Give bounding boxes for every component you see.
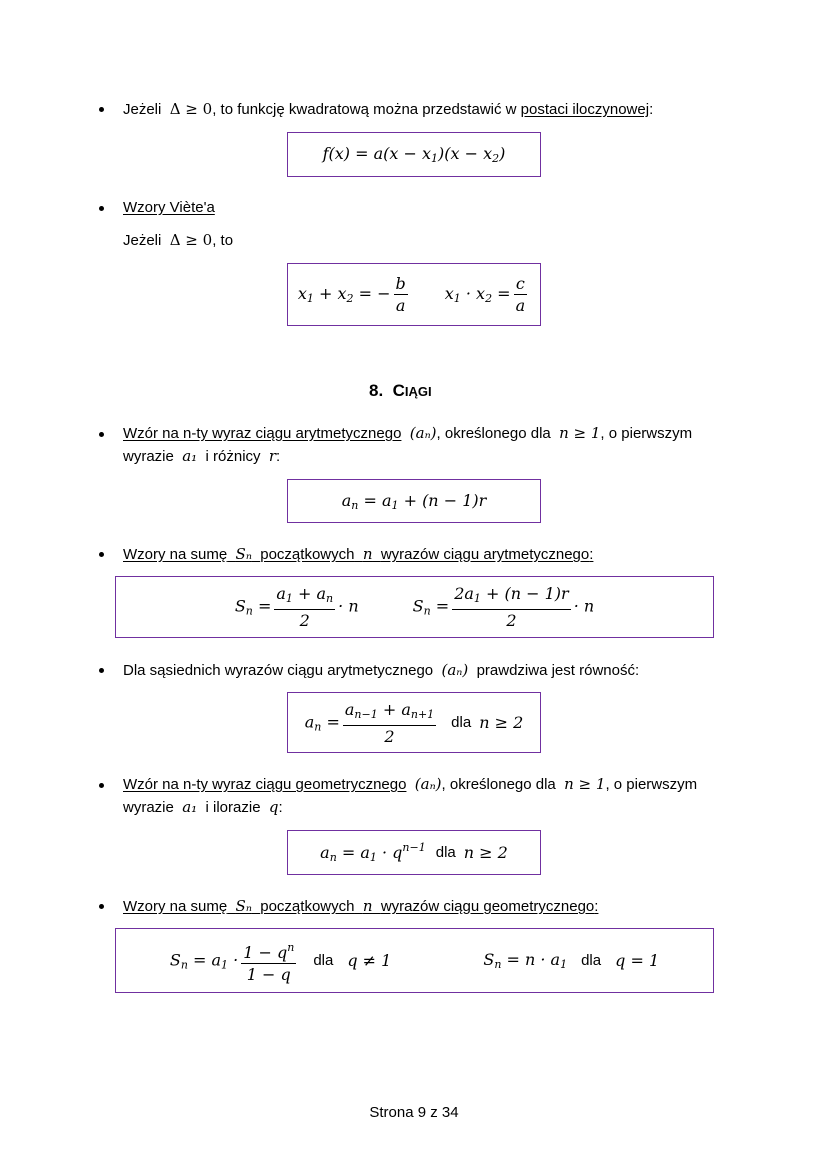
formula-box-geo-term bbox=[287, 830, 541, 875]
geo-term-line1 bbox=[123, 774, 697, 795]
text: , określonego dla bbox=[436, 425, 551, 442]
formula-arith-neighbors: $a_n$ = $\frac{a_{n-1} + a_{n+1}}{2}$ bbox=[304, 699, 435, 746]
text: , określonego dla bbox=[441, 776, 556, 793]
formula-geo-sum-2: $S_n = n \cdot a_1$ bbox=[483, 950, 568, 971]
formula-iloczynowa: $f(x) = a(x - x_1)(x - x_2)$ bbox=[322, 144, 506, 165]
n-condition: n ≥ 2 bbox=[479, 713, 524, 732]
q-condition: q = 1 bbox=[615, 951, 660, 970]
geo-term-link[interactable]: Wzór na n-ty wyraz ciągu geometrycznego bbox=[123, 776, 407, 793]
viete-condition bbox=[123, 230, 233, 251]
text: początkowych bbox=[260, 546, 355, 563]
bullet bbox=[99, 432, 104, 437]
arith-sum-line[interactable] bbox=[123, 544, 593, 565]
page-footer bbox=[0, 1103, 828, 1123]
bullet bbox=[99, 668, 104, 673]
sequence-symbol: (aₙ) bbox=[441, 661, 469, 679]
n-symbol: n bbox=[362, 545, 373, 563]
formula-geo-term: $a_n = a_1 \cdot q^{n-1}$ bbox=[320, 841, 426, 864]
text: : bbox=[649, 101, 654, 118]
postaci-iloczynowej-link[interactable]: postaci iloczynowej bbox=[520, 101, 650, 118]
text: wyrazie bbox=[123, 448, 174, 465]
bullet bbox=[99, 107, 104, 112]
wzory-viete-link[interactable]: Wzory Viète'a bbox=[123, 199, 215, 216]
section-title-rest: IĄGI bbox=[404, 384, 432, 399]
sequence-symbol: (aₙ) bbox=[409, 424, 437, 442]
n-condition: n ≥ 2 bbox=[463, 843, 508, 862]
n-condition: n ≥ 1 bbox=[564, 775, 606, 793]
delta-condition: Δ ≥ 0 bbox=[169, 231, 213, 249]
geo-sum-line[interactable] bbox=[123, 896, 598, 917]
sn-symbol: Sₙ bbox=[235, 545, 252, 563]
text: i różnicy bbox=[205, 448, 261, 465]
page-number: Strona 9 z 34 bbox=[369, 1104, 459, 1121]
formula-box-arith-neighbors bbox=[287, 692, 541, 753]
formula-geo-sum-1: $S_n = a_1$ · $\frac{1 - q^n}{1 - q}$ bbox=[170, 938, 299, 984]
text: wyrazów ciągu geometrycznego bbox=[380, 898, 595, 915]
text: , to bbox=[212, 232, 234, 249]
text: dla bbox=[451, 714, 472, 731]
formula-box-iloczynowa bbox=[287, 132, 541, 177]
geo-term-line2 bbox=[123, 797, 283, 818]
n-condition: n ≥ 1 bbox=[559, 424, 601, 442]
formula-arith-sum-1: $S_n$ = $\frac{a_1 + a_n}{2}$ · n bbox=[234, 584, 359, 630]
formula-arith-term: $a_n = a_1 + (n - 1)r$ bbox=[341, 490, 487, 512]
text: Dla sąsiednich wyrazów ciągu arytmetycznego bbox=[123, 662, 434, 679]
text: wyrazie bbox=[123, 799, 174, 816]
a1-symbol: a₁ bbox=[182, 798, 198, 816]
bullet bbox=[99, 783, 104, 788]
text: : bbox=[276, 448, 281, 465]
text: dla bbox=[581, 952, 602, 969]
text: prawdziwa jest równość: bbox=[476, 662, 640, 679]
delta-condition: Δ ≥ 0 bbox=[169, 100, 213, 118]
formula-box-arith-term bbox=[287, 479, 541, 523]
text: : bbox=[594, 898, 599, 915]
text: : bbox=[589, 546, 594, 563]
section-heading bbox=[369, 381, 432, 401]
text: dla bbox=[435, 844, 456, 861]
q-symbol: q bbox=[268, 798, 279, 816]
text: Wzory na sumę bbox=[123, 898, 228, 915]
text: , o pierwszym bbox=[600, 425, 693, 442]
bullet bbox=[99, 904, 104, 909]
viete-heading bbox=[123, 198, 215, 218]
bullet bbox=[99, 206, 104, 211]
iloczynowa-paragraph bbox=[123, 99, 653, 120]
text: Wzory na sumę bbox=[123, 546, 228, 563]
text: : bbox=[278, 799, 283, 816]
text: Jeżeli bbox=[123, 232, 162, 249]
formula-arith-sum-2: $S_n$ = $\frac{2a_1 + (n - 1)r}{2}$ · n bbox=[412, 584, 595, 630]
section-number: 8. bbox=[369, 381, 384, 400]
text: wyrazów ciągu arytmetycznego bbox=[380, 546, 590, 563]
sn-symbol: Sₙ bbox=[235, 897, 252, 915]
text: Jeżeli bbox=[123, 101, 162, 118]
arith-term-line2 bbox=[123, 446, 280, 467]
formula-box-arith-sum bbox=[115, 576, 714, 638]
section-title-cap: C bbox=[392, 381, 405, 400]
arith-term-link[interactable]: Wzór na n-ty wyraz ciągu arytmetycznego bbox=[123, 425, 402, 442]
formula-viete-product: $x_1 \cdot x_2$ = $\frac{c}{a}$ bbox=[444, 274, 526, 315]
text: i ilorazie bbox=[205, 799, 261, 816]
bullet bbox=[99, 552, 104, 557]
a1-symbol: a₁ bbox=[182, 447, 198, 465]
arith-neighbors-line bbox=[123, 660, 639, 681]
formula-box-viete bbox=[287, 263, 541, 326]
sequence-symbol: (aₙ) bbox=[414, 775, 442, 793]
formula-viete-sum: $x_1 + x_2$ = − $\frac{b}{a}$ bbox=[297, 274, 406, 315]
n-symbol: n bbox=[362, 897, 373, 915]
q-condition: q ≠ 1 bbox=[347, 951, 392, 970]
text: dla bbox=[313, 952, 334, 969]
r-symbol: r bbox=[268, 447, 277, 465]
text: , to funkcję kwadratową można przedstawić w bbox=[212, 101, 517, 118]
arith-term-line1 bbox=[123, 423, 692, 444]
text: , o pierwszym bbox=[605, 776, 698, 793]
text: początkowych bbox=[260, 898, 355, 915]
formula-box-geo-sum bbox=[115, 928, 714, 993]
